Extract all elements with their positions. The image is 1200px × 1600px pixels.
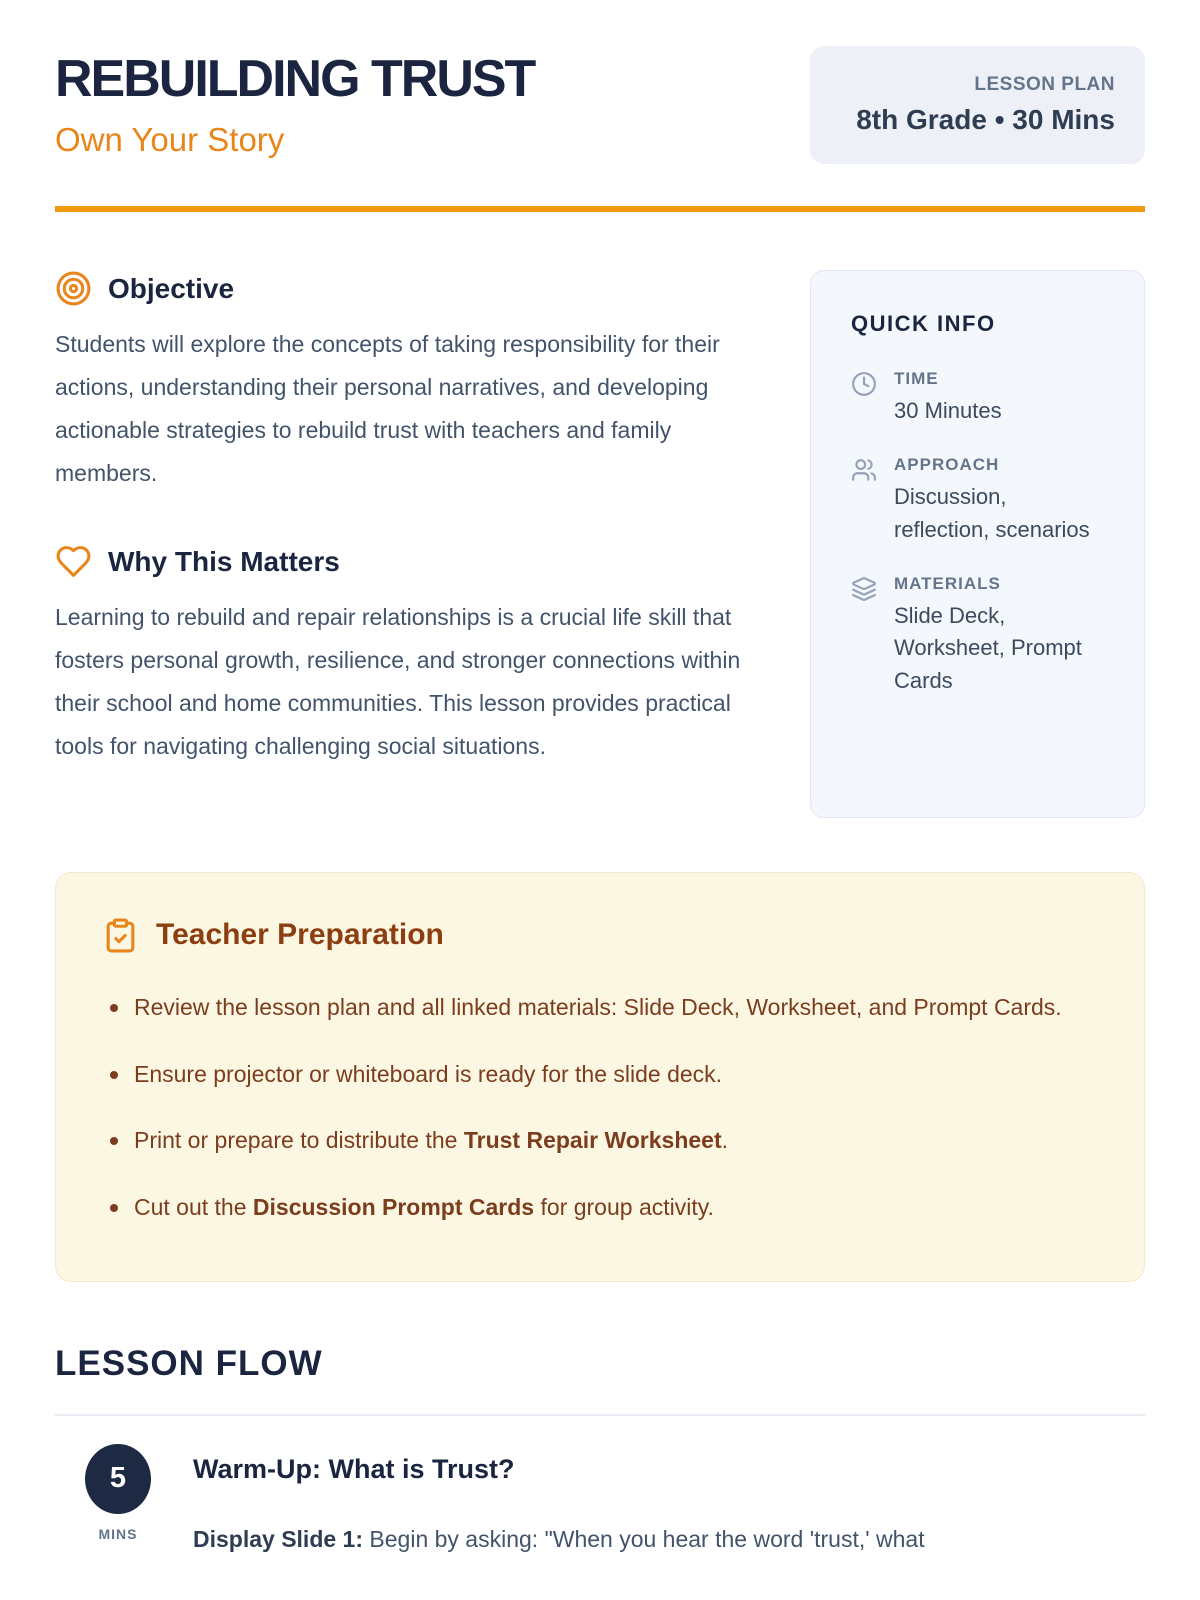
time-value: 30 Minutes — [894, 398, 1002, 423]
main-content — [55, 270, 1145, 818]
teacher-preparation-box — [55, 872, 1145, 1282]
page-title: REBUILDING TRUST — [55, 50, 535, 108]
approach-label: APPROACH — [894, 455, 1000, 475]
prep-item-text: Cut out the — [134, 1194, 253, 1221]
lesson-step-1 — [55, 1444, 1145, 1560]
lesson-flow-divider — [55, 1414, 1145, 1416]
heart-icon — [55, 543, 92, 580]
badge-label: LESSON PLAN — [974, 74, 1115, 95]
title-block — [55, 46, 534, 159]
prep-item-bold: Discussion Prompt Cards — [252, 1194, 535, 1221]
approach-value: Discussion, reflection, scenarios — [894, 484, 1090, 542]
layers-icon — [851, 576, 877, 602]
prep-list-item — [102, 1186, 1098, 1230]
materials-value: Slide Deck, Worksheet, Prompt Cards — [894, 602, 1082, 693]
clipboard-check-icon — [102, 917, 139, 954]
target-icon — [55, 270, 92, 307]
quick-info-item-materials — [851, 574, 1106, 697]
clock-icon — [851, 371, 877, 397]
quick-info-item-text — [894, 455, 1106, 546]
time-label: TIME — [894, 369, 939, 388]
quick-info-item-text — [894, 574, 1106, 697]
badge-grade-duration: 8th Grade • 30 Mins — [856, 104, 1115, 135]
prep-item-text: for group activity. — [534, 1194, 714, 1221]
prep-item-text: Print or prepare to distribute the — [134, 1127, 464, 1154]
left-column — [55, 270, 755, 768]
why-section-header — [55, 543, 755, 580]
prep-item-text: . — [721, 1127, 728, 1154]
teacher-preparation-header — [102, 917, 1098, 954]
quick-info-item-approach — [851, 455, 1106, 546]
quick-info-card — [810, 270, 1145, 818]
teacher-preparation-list — [102, 986, 1098, 1230]
why-text: Learning to rebuild and repair relationships is a crucial life skill that fosters personal growth, resilience, and stronger connections within their school and home communities. This lesson provides practical tools for navigating challenging social situations. — [55, 604, 741, 759]
users-icon — [851, 457, 877, 483]
step-minutes-label: MINS — [98, 1525, 138, 1542]
quick-info-heading: QUICK INFO — [851, 311, 996, 336]
objective-text: Students will explore the concepts of taking responsibility for their actions, understanding their personal narratives, and developing actionable strategies to rebuild trust with teachers and family members. — [55, 331, 720, 486]
prep-item-text: Ensure projector or whiteboard is ready for the slide deck. — [134, 1060, 723, 1087]
prep-item-bold: Trust Repair Worksheet — [463, 1127, 722, 1154]
materials-label: MATERIALS — [894, 573, 1001, 593]
step-body — [193, 1519, 1145, 1560]
step-body-text: Begin by asking: "When you hear the word 'trust,' what — [363, 1525, 925, 1552]
prep-item-text: Review the lesson plan and all linked materials: Slide Deck, Worksheet, and Prompt Cards. — [134, 993, 1062, 1020]
page-subtitle: Own Your Story — [55, 120, 285, 158]
why-heading: Why This Matters — [108, 545, 340, 577]
objective-section-header — [55, 270, 755, 307]
step-content — [193, 1444, 1145, 1560]
step-duration-badge — [85, 1444, 151, 1560]
quick-info-item-time — [851, 369, 1106, 427]
lesson-flow-heading: LESSON FLOW — [55, 1343, 323, 1383]
step-title: Warm-Up: What is Trust? — [193, 1453, 515, 1484]
header — [55, 46, 1145, 164]
step-body-lead: Display Slide 1: — [193, 1525, 364, 1552]
quick-info-item-text — [894, 369, 1002, 427]
teacher-preparation-heading: Teacher Preparation — [156, 918, 444, 952]
prep-list-item — [102, 1119, 1098, 1163]
prep-list-item — [102, 986, 1098, 1030]
objective-heading: Objective — [108, 272, 235, 304]
lesson-plan-badge — [810, 46, 1145, 164]
step-minutes-circle: 5 — [85, 1444, 151, 1514]
orange-divider — [55, 206, 1145, 212]
prep-list-item — [102, 1053, 1098, 1097]
